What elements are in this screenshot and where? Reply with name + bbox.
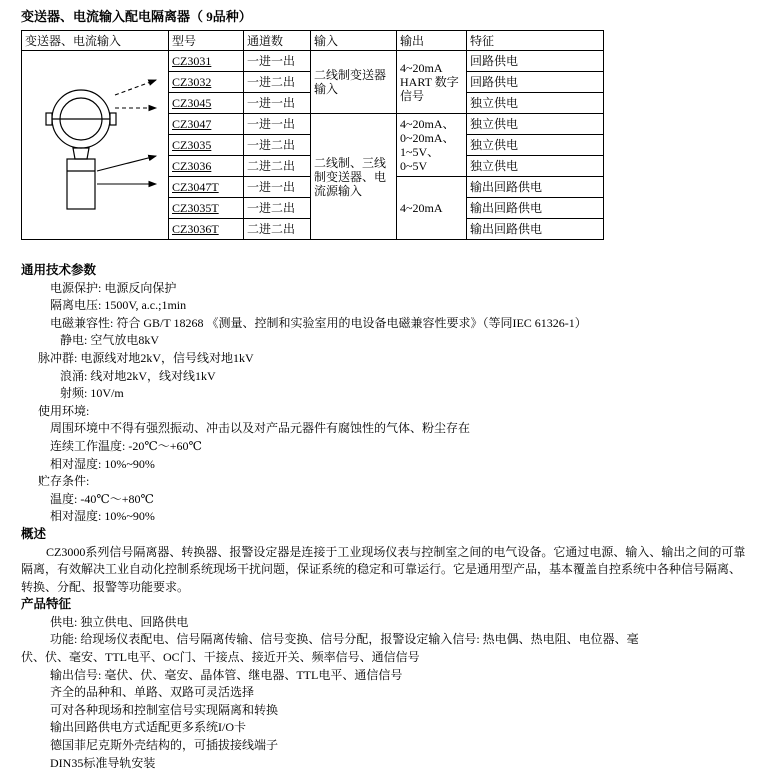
section-heading-tech-params: 通用技术参数 <box>21 263 97 277</box>
model-link[interactable]: CZ3047T <box>172 180 219 194</box>
col-header-model: 型号 <box>169 31 244 51</box>
transmitter-body <box>46 90 116 209</box>
transmitter-diagram-cell <box>22 51 169 240</box>
col-header-transmitter-input: 变送器、电流输入 <box>22 31 169 51</box>
tech-param-line: 隔离电压: 1500V, a.c.;1min <box>50 298 187 313</box>
feature-line: DIN35标准导轨安装 <box>50 755 156 770</box>
model-cell <box>169 93 244 114</box>
feature-cell: 独立供电 <box>467 114 604 135</box>
model-cell <box>169 114 244 135</box>
channels-cell: 一进一出 <box>244 51 311 72</box>
feature-line: 输出回路供电方式适配更多系统I/O卡 <box>50 720 246 735</box>
tech-param-line: 射频: 10V/m <box>60 386 124 401</box>
channels-cell: 一进一出 <box>244 114 311 135</box>
transmitter-diagram-icon <box>25 53 165 235</box>
model-cell <box>169 135 244 156</box>
model-cell <box>169 72 244 93</box>
model-link[interactable]: CZ3035 <box>172 138 212 152</box>
output-group-cell: 4~20mA <box>397 177 467 240</box>
feature-line: 德国菲尼克斯外壳结构的，可插拔接线端子 <box>50 738 279 753</box>
channels-cell: 二进二出 <box>244 219 311 240</box>
model-cell <box>169 177 244 198</box>
feature-cell: 输出回路供电 <box>467 219 604 240</box>
tech-param-line: 周围环境中不得有强烈振动、冲击以及对产品元器件有腐蚀性的气体、粉尘存在 <box>50 421 471 436</box>
model-cell <box>169 219 244 240</box>
tech-param-line: 贮存条件: <box>38 474 90 489</box>
channels-cell: 一进二出 <box>244 72 311 93</box>
tech-param-line: 相对湿度: 10%~90% <box>50 456 155 471</box>
feature-line: 伏、伏、毫安、TTL电平、OC门、干接点、接近开关、频率信号、通信信号 <box>21 650 420 665</box>
model-link[interactable]: CZ3032 <box>172 75 212 89</box>
model-cell <box>169 198 244 219</box>
tech-param-line: 静电: 空气放电8kV <box>60 333 160 348</box>
section-tech-params <box>21 262 748 526</box>
tech-param-line: 相对湿度: 10%~90% <box>50 509 155 524</box>
col-header-channels: 通道数 <box>244 31 311 51</box>
tech-param-line: 浪涌: 线对地2kV，线对线1kV <box>60 368 216 383</box>
model-link[interactable]: CZ3035T <box>172 201 219 215</box>
input-group-cell: 二线制、三线制变送器、电流源输入 <box>311 114 397 240</box>
section-heading-features: 产品特征 <box>21 597 72 612</box>
section-overview <box>21 526 748 596</box>
model-link[interactable]: CZ3036 <box>172 159 212 173</box>
feature-line: 可对各种现场和控制室信号实现隔离和转换 <box>50 702 279 717</box>
channels-cell: 一进一出 <box>244 177 311 198</box>
feature-cell: 输出回路供电 <box>467 198 604 219</box>
feature-line: 功能: 给现场仪表配电、信号隔离传输、信号变换、信号分配，报警设定输入信号: 热电偶、热电阻、电位器、毫 <box>50 632 639 647</box>
col-header-feature: 特征 <box>467 31 604 51</box>
feature-line: 齐全的品种和、单路、双路可灵活选择 <box>50 685 255 700</box>
channels-cell: 一进一出 <box>244 93 311 114</box>
feature-line: 输出信号: 毫伏、伏、毫安、晶体管、继电器、TTL电平、通信信号 <box>50 667 403 682</box>
tech-param-line: 温度: -40℃～+80℃ <box>50 491 154 506</box>
feature-cell: 输出回路供电 <box>467 177 604 198</box>
tech-param-line: 使用环境: <box>38 403 90 418</box>
feature-cell: 回路供电 <box>467 72 604 93</box>
model-link[interactable]: CZ3031 <box>172 54 212 68</box>
col-header-input: 输入 <box>311 31 397 51</box>
input-group-cell: 二线制变送器输入 <box>311 51 397 114</box>
tech-param-line: 电磁兼容性: 符合 GB/T 18268 《测量、控制和实验室用的电设备电磁兼容性要求》（等同IEC 61326-1） <box>50 315 587 330</box>
solid-signal-arrows <box>97 156 156 184</box>
model-link[interactable]: CZ3047 <box>172 117 212 131</box>
section-features <box>21 596 748 772</box>
model-cell <box>169 51 244 72</box>
model-link[interactable]: CZ3045 <box>172 96 212 110</box>
section-heading-overview: 概述 <box>21 526 47 541</box>
feature-cell: 独立供电 <box>467 93 604 114</box>
model-cell <box>169 156 244 177</box>
tech-param-line: 连续工作温度: -20℃～+60℃ <box>50 438 202 453</box>
dashed-signal-arrows <box>115 80 156 108</box>
feature-cell: 回路供电 <box>467 51 604 72</box>
tech-param-line: 脉冲群: 电源线对地2kV，信号线对地1kV <box>38 350 254 365</box>
feature-cell: 独立供电 <box>467 135 604 156</box>
output-group-cell: 4~20mA HART 数字信号 <box>397 51 467 114</box>
product-table <box>21 30 604 240</box>
channels-cell: 一进二出 <box>244 135 311 156</box>
feature-line: 供电: 独立供电、回路供电 <box>50 614 189 629</box>
col-header-output: 输出 <box>397 31 467 51</box>
tech-param-line: 电源保护: 电源反向保护 <box>50 280 177 295</box>
page-title: 变送器、电流输入配电隔离器（ 9品种） <box>21 9 252 24</box>
channels-cell: 一进二出 <box>244 198 311 219</box>
overview-paragraph: CZ3000系列信号隔离器、转换器、报警设定器是连接于工业现场仪表与控制室之间的电气设备。它通过电源、输入、输出之间的可靠隔离，有效解决工业自动化控制系统现场干扰问题，保证系统的稳定和可靠运行。它是通用型产品，基本覆盖自控系统中各种信号隔离、转换、分配、报警等功能要求。 <box>21 544 746 594</box>
feature-cell: 独立供电 <box>467 156 604 177</box>
model-link[interactable]: CZ3036T <box>172 222 219 236</box>
channels-cell: 二进二出 <box>244 156 311 177</box>
output-group-cell: 4~20mA、0~20mA、1~5V、0~5V <box>397 114 467 177</box>
